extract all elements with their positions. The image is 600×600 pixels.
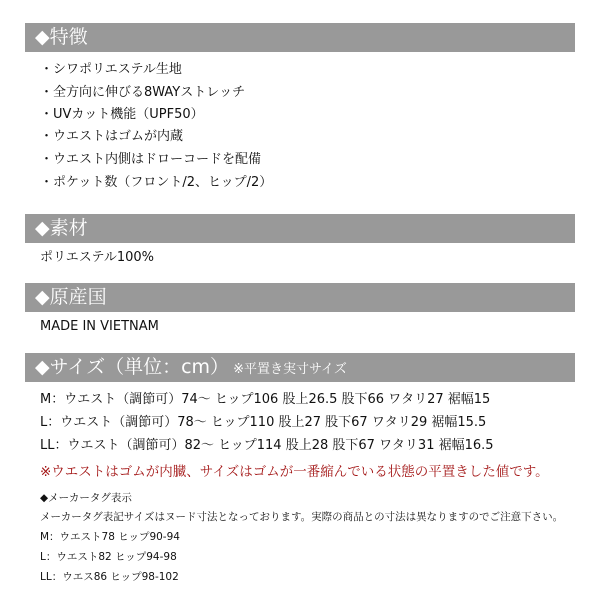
origin-header <box>25 283 575 312</box>
size-title: ◆サイズ（単位：cm） <box>35 356 230 378</box>
maker-tag-title: ◆メーカータグ表示 <box>40 492 132 504</box>
material-title: ◆素材 <box>35 217 88 239</box>
origin-title: ◆原産国 <box>35 286 107 308</box>
maker-tag-row-l: L：ウエスト82 ヒップ94-98 <box>40 551 177 563</box>
size-row-ll: LL：ウエスト（調節可）82～ ヒップ114 股上28 股下67 ワタリ31 裾幅16.5 <box>40 438 494 453</box>
material-value: ポリエステル100% <box>40 250 154 265</box>
feature-item: ・UVカット機能（UPF50） <box>40 107 204 122</box>
size-note: ※ウエストはゴムが内臓、サイズはゴムが一番縮んでいる状態の平置きした値です。 <box>40 464 549 480</box>
features-title: ◆特徴 <box>35 26 88 48</box>
size-subtitle: ※平置き実寸サイズ <box>233 362 347 377</box>
size-header <box>25 353 575 382</box>
feature-item: ・シワポリエステル生地 <box>40 62 182 77</box>
maker-tag-row-ll: LL：ウエス86 ヒップ98-102 <box>40 571 179 583</box>
size-row-m: M：ウエスト（調節可）74～ ヒップ106 股上26.5 股下66 ワタリ27 裾幅15 <box>40 392 491 407</box>
features-header <box>25 23 575 52</box>
material-header <box>25 214 575 243</box>
maker-tag-note: メーカータグ表記サイズはヌード寸法となっております。実際の商品との寸法は異なりますのでご注意下さい。 <box>40 511 564 523</box>
feature-item: ・ウエスト内側はドローコードを配備 <box>40 152 262 167</box>
size-row-l: L：ウエスト（調節可）78～ ヒップ110 股上27 股下67 ワタリ29 裾幅15.5 <box>40 415 487 430</box>
maker-tag-row-m: M：ウエスト78 ヒップ90-94 <box>40 531 180 543</box>
feature-item: ・ウエストはゴムが内蔵 <box>40 129 184 144</box>
origin-value: MADE IN VIETNAM <box>40 319 159 334</box>
feature-item: ・ポケット数（フロント/2、ヒップ/2） <box>40 175 273 190</box>
feature-item: ・全方向に伸びる8WAYストレッチ <box>40 85 246 100</box>
